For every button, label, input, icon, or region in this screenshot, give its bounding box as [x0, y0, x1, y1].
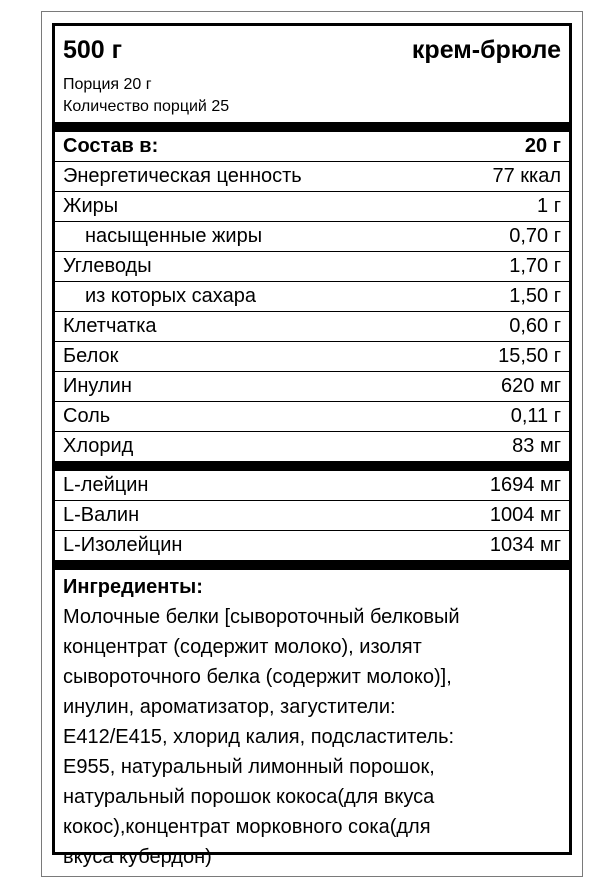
ingredients-line: кокос),концентрат морковного сока(для [63, 816, 431, 838]
nutrition-header-row [55, 132, 569, 162]
label-header [63, 34, 561, 74]
nutrient-name: Углеводы [63, 255, 152, 277]
ingredients-line: натуральный порошок кокоса(для вкуса [63, 786, 435, 808]
nutrition-row [55, 162, 569, 192]
nutrient-value: 1,50 г [509, 285, 561, 307]
ingredients-block [63, 570, 561, 872]
nutrition-row [55, 342, 569, 372]
ingredients-line: E955, натуральный лимонный порошок, [63, 756, 435, 778]
nutrient-name: Белок [63, 345, 119, 367]
ingredients-line: Молочные белки [сывороточный белковый [63, 606, 460, 628]
nutrient-value: 1 г [537, 195, 561, 217]
ingredients-line: вкуса кубердон) [63, 846, 212, 868]
amino-name: L-Валин [63, 504, 140, 526]
nutrient-name: Соль [63, 405, 111, 427]
nutrient-value: 15,50 г [498, 345, 561, 367]
nutrition-row [55, 192, 569, 222]
nutrient-name: насыщенные жиры [85, 225, 263, 247]
nutrient-value: 0,60 г [509, 315, 561, 337]
amino-value: 1004 мг [489, 504, 561, 526]
nutrition-row [55, 222, 569, 252]
nutrient-value: 0,70 г [509, 225, 561, 247]
nutrition-row [55, 312, 569, 342]
amino-name: L-Изолейцин [63, 534, 183, 556]
nutrient-value: 0,11 г [510, 405, 561, 427]
amino-row [55, 531, 569, 560]
thick-divider [55, 461, 569, 471]
thick-divider [55, 560, 569, 570]
nutrient-name: Хлорид [63, 435, 134, 457]
flavor-name: крем-брюле [411, 36, 561, 64]
ingredients-line: сывороточного белка (содержит молоко)], [63, 666, 452, 688]
serving-size: Порция 20 г [63, 76, 152, 93]
nutrient-name: из которых сахара [85, 285, 256, 307]
thick-divider [55, 122, 569, 132]
nutrition-header-value: 20 г [524, 135, 561, 157]
nutrient-value: 620 мг [501, 375, 561, 397]
nutrition-row [55, 402, 569, 432]
nutrient-value: 77 ккал [492, 165, 561, 187]
nutrition-row [55, 372, 569, 402]
nutrition-row [55, 432, 569, 461]
ingredients-line: инулин, ароматизатор, загустители: [63, 696, 396, 718]
amino-row [55, 501, 569, 531]
nutrient-name: Жиры [63, 195, 119, 217]
servings-count: Количество порций 25 [63, 98, 230, 115]
package-weight: 500 г [63, 36, 123, 64]
nutrition-label [52, 23, 572, 868]
amino-value: 1034 мг [489, 534, 561, 556]
nutrient-value: 83 мг [512, 435, 561, 457]
ingredients-line: E412/E415, хлорид калия, подсластитель: [63, 726, 455, 748]
nutrient-name: Клетчатка [63, 315, 157, 337]
nutrient-name: Инулин [63, 375, 132, 397]
amino-row [55, 471, 569, 501]
ingredients-title: Ингредиенты: [63, 576, 203, 598]
amino-value: 1694 мг [489, 474, 561, 496]
ingredients-line: концентрат (содержит молоко), изолят [63, 636, 422, 658]
nutrient-name: Энергетическая ценность [63, 165, 302, 187]
nutrition-header-name: Состав в: [63, 135, 159, 157]
nutrient-value: 1,70 г [509, 255, 561, 277]
amino-name: L-лейцин [63, 474, 149, 496]
nutrition-row [55, 282, 569, 312]
nutrition-row [55, 252, 569, 282]
